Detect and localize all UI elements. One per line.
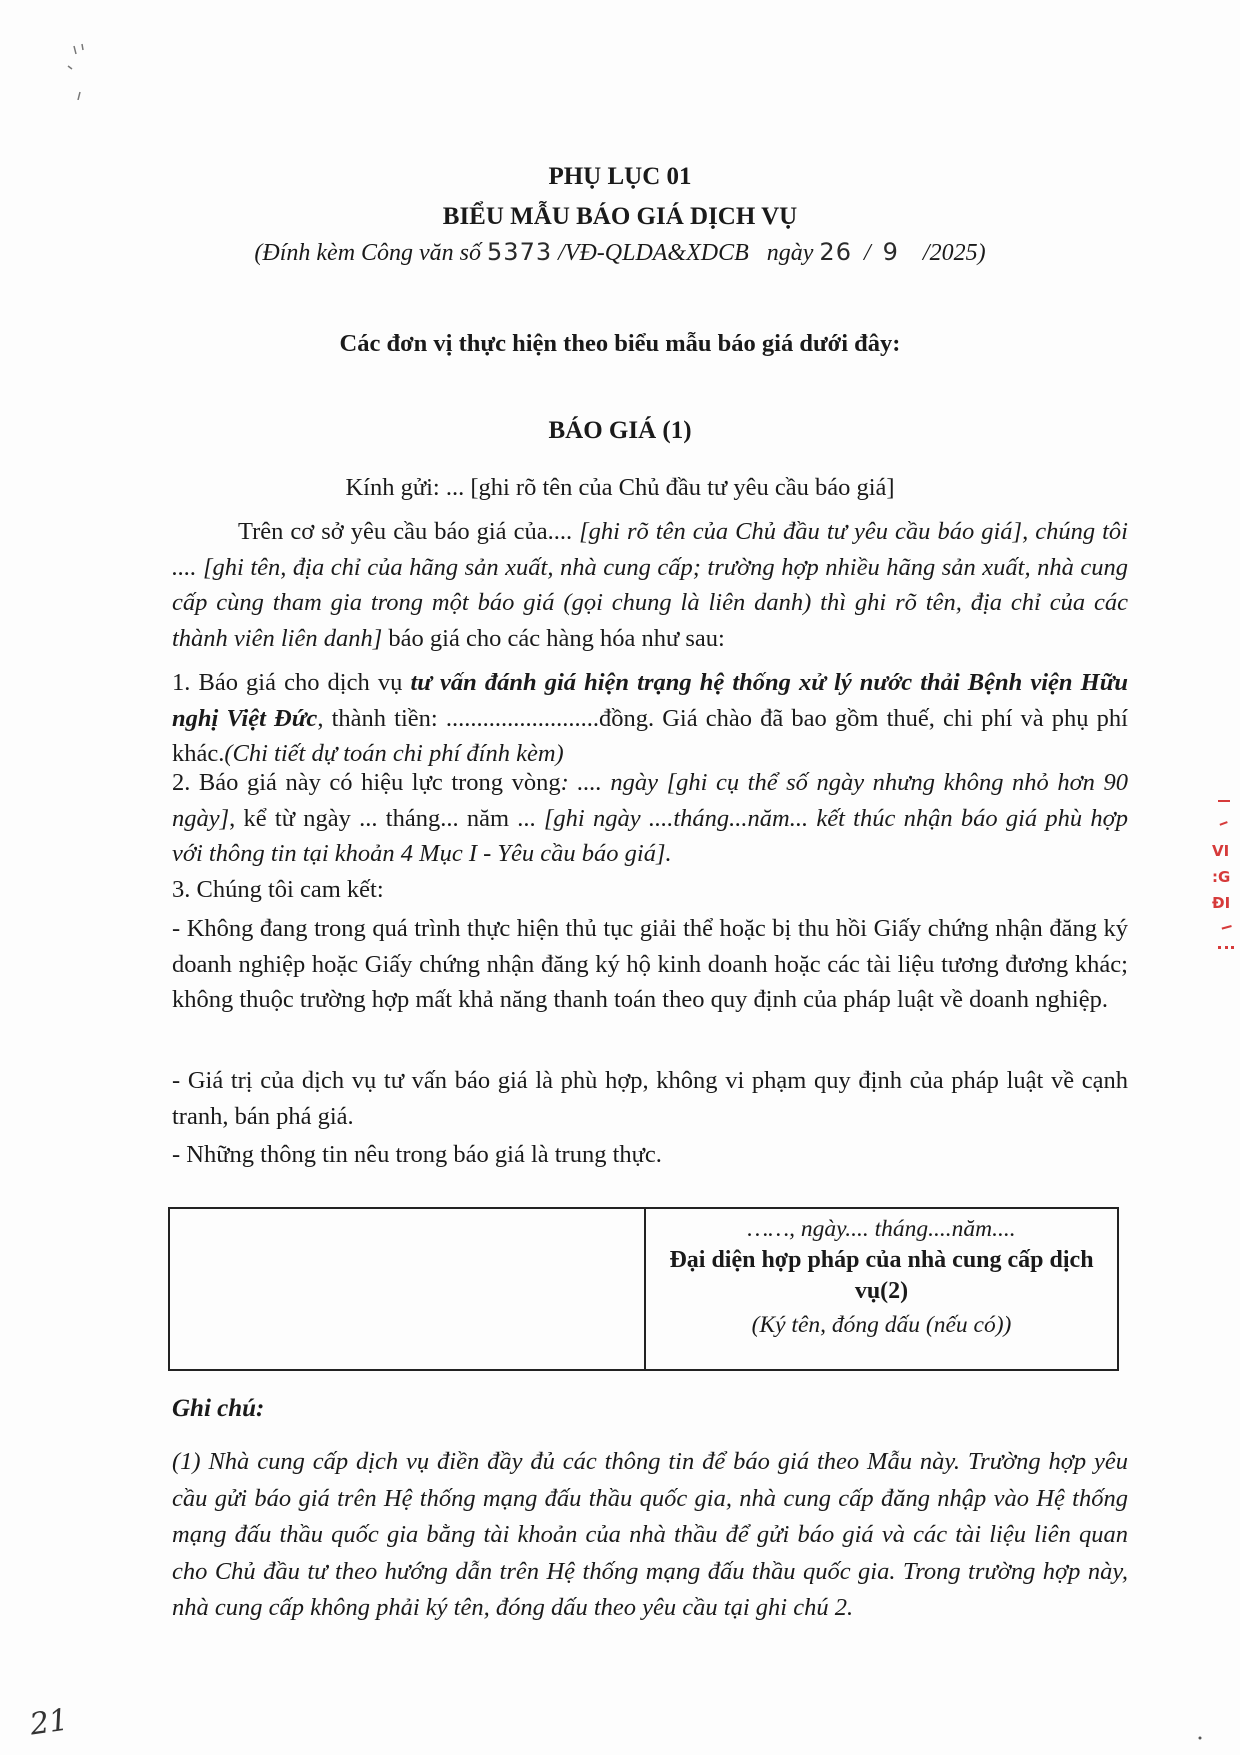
- signature-left-cell: [169, 1208, 645, 1370]
- stamp-mark: [1220, 821, 1233, 839]
- intro-paragraph: [172, 514, 1128, 656]
- item-2-placeholder: [ghi ngày ....tháng...năm... kết thúc nhận báo giá phù hợp với thông tin tại khoản 4 Mục I - Yêu cầu báo giá].: [172, 804, 1128, 867]
- notes-heading: Ghi chú:: [172, 1395, 265, 1422]
- recipient-line: Kính gửi: ... [ghi rõ tên của Chủ đầu tư yêu cầu báo giá]: [345, 474, 895, 501]
- signature-table: [168, 1207, 1119, 1371]
- item-2-from: , kể từ ngày ... tháng... năm ...: [229, 804, 544, 832]
- item-1-amount: , thành tiền: .........................đồng. Giá chào đã bao gồm thuế, chi phí và phụ phí khác.: [172, 704, 1128, 767]
- intro-ending: báo giá cho các hàng hóa như sau:: [382, 624, 725, 652]
- intro-placeholder: [ghi rõ tên của Chủ đầu tư yêu cầu báo giá], chúng tôi .... [ghi tên, địa chỉ của hãng sản xuất, nhà cung cấp; trường hợp nhiều hãng sản xuất, nhà cung cấp cùng tham gia trong một báo giá (gọi chung là liên danh) thì ghi rõ tên, địa chỉ của các thành viên liên danh]: [172, 518, 1128, 652]
- doc-year: /2025): [922, 240, 986, 266]
- note-1: (1) Nhà cung cấp dịch vụ điền đầy đủ các thông tin để báo giá theo Mẫu này. Trường hợp yêu cầu gửi báo giá trên Hệ thống mạng đấu thầu quốc gia, nhà cung cấp đăng nhập vào Hệ thống mạng đấu thầu quốc gia bằng tài khoản của nhà thầu để gửi báo giá và các tài liệu liên quan cho Chủ đầu tư theo hướng dẫn trên Hệ thống mạng đấu thầu quốc gia. Trong trường hợp này, nhà cung cấp không phải ký tên, đóng dấu theo yêu cầu tại ghi chú 2.: [172, 1448, 1128, 1621]
- stamp-mark: [1218, 946, 1234, 961]
- item-2-lead: 2. Báo giá này có hiệu lực trong vòng: [172, 769, 561, 796]
- appendix-heading: PHỤ LỤC 01: [548, 163, 692, 190]
- item-1-lead: 1. Báo giá cho dịch vụ: [172, 669, 411, 696]
- date-separator: /: [863, 240, 871, 266]
- doc-month: 9: [882, 238, 899, 266]
- representative-title: Đại diện hợp pháp của nhà cung cấp dịch vụ(2): [669, 1247, 1094, 1304]
- item-1-note: (Chi tiết dự toán chi phí đính kèm): [224, 740, 564, 767]
- scan-mark: [38, 40, 108, 100]
- instruction-line: Các đơn vị thực hiện theo biểu mẫu báo giá dưới đây:: [339, 330, 901, 357]
- attachment-prefix: (Đính kèm Công văn số: [254, 240, 482, 266]
- form-title: BIỂU MẪU BÁO GIÁ DỊCH VỤ: [442, 203, 798, 230]
- scan-speck: [1196, 1735, 1206, 1741]
- signature-right-cell: [645, 1208, 1118, 1370]
- item-1: [172, 665, 1128, 772]
- commitment-2: - Giá trị của dịch vụ tư vấn báo giá là phù hợp, không vi phạm quy định của pháp luật về cạnh tranh, bán phá giá.: [172, 1067, 1128, 1130]
- margin-stamp: [1212, 800, 1240, 961]
- doc-number: 5373: [487, 238, 553, 266]
- signature-note: (Ký tên, đóng dấu (nếu có)): [751, 1312, 1012, 1338]
- item-2: [172, 765, 1128, 872]
- doc-code: /VĐ-QLDA&XDCB: [558, 240, 749, 266]
- handwritten-page-mark: 21: [27, 1702, 71, 1743]
- item-2-validity: : .... ngày [ghi cụ thể số ngày nhưng không nhỏ hơn 90 ngày]: [172, 769, 1128, 832]
- date-label: ngày: [766, 240, 814, 266]
- item-3-heading: 3. Chúng tôi cam kết:: [172, 876, 384, 903]
- item-1-service: tư vấn đánh giá hiện trạng hệ thống xử lý nước thải Bệnh viện Hữu nghị Việt Đức: [172, 669, 1129, 732]
- stamp-mark: [1218, 800, 1230, 822]
- stamp-fragment: ĐI: [1212, 894, 1231, 912]
- signature-date: ……, ngày.... tháng....năm....: [747, 1216, 1016, 1242]
- attachment-reference: [0, 238, 1240, 267]
- stamp-fragment: VI: [1212, 842, 1230, 860]
- commitment-1: - Không đang trong quá trình thực hiện thủ tục giải thể hoặc bị thu hồi Giấy chứng nhận đăng ký doanh nghiệp hoặc Giấy chứng nhận đăng ký hộ kinh doanh hoặc các tài liệu tương đương khác; không thuộc trường hợp mất khả năng thanh toán theo quy định của pháp luật về doanh nghiệp.: [172, 915, 1128, 1013]
- stamp-mark: [1222, 925, 1237, 947]
- doc-day: 26: [819, 238, 852, 266]
- commitment-3: - Những thông tin nêu trong báo giá là trung thực.: [172, 1141, 662, 1168]
- stamp-fragment: :G: [1212, 868, 1231, 886]
- intro-text: Trên cơ sở yêu cầu báo giá của....: [238, 518, 580, 545]
- quote-title: BÁO GIÁ (1): [548, 417, 692, 444]
